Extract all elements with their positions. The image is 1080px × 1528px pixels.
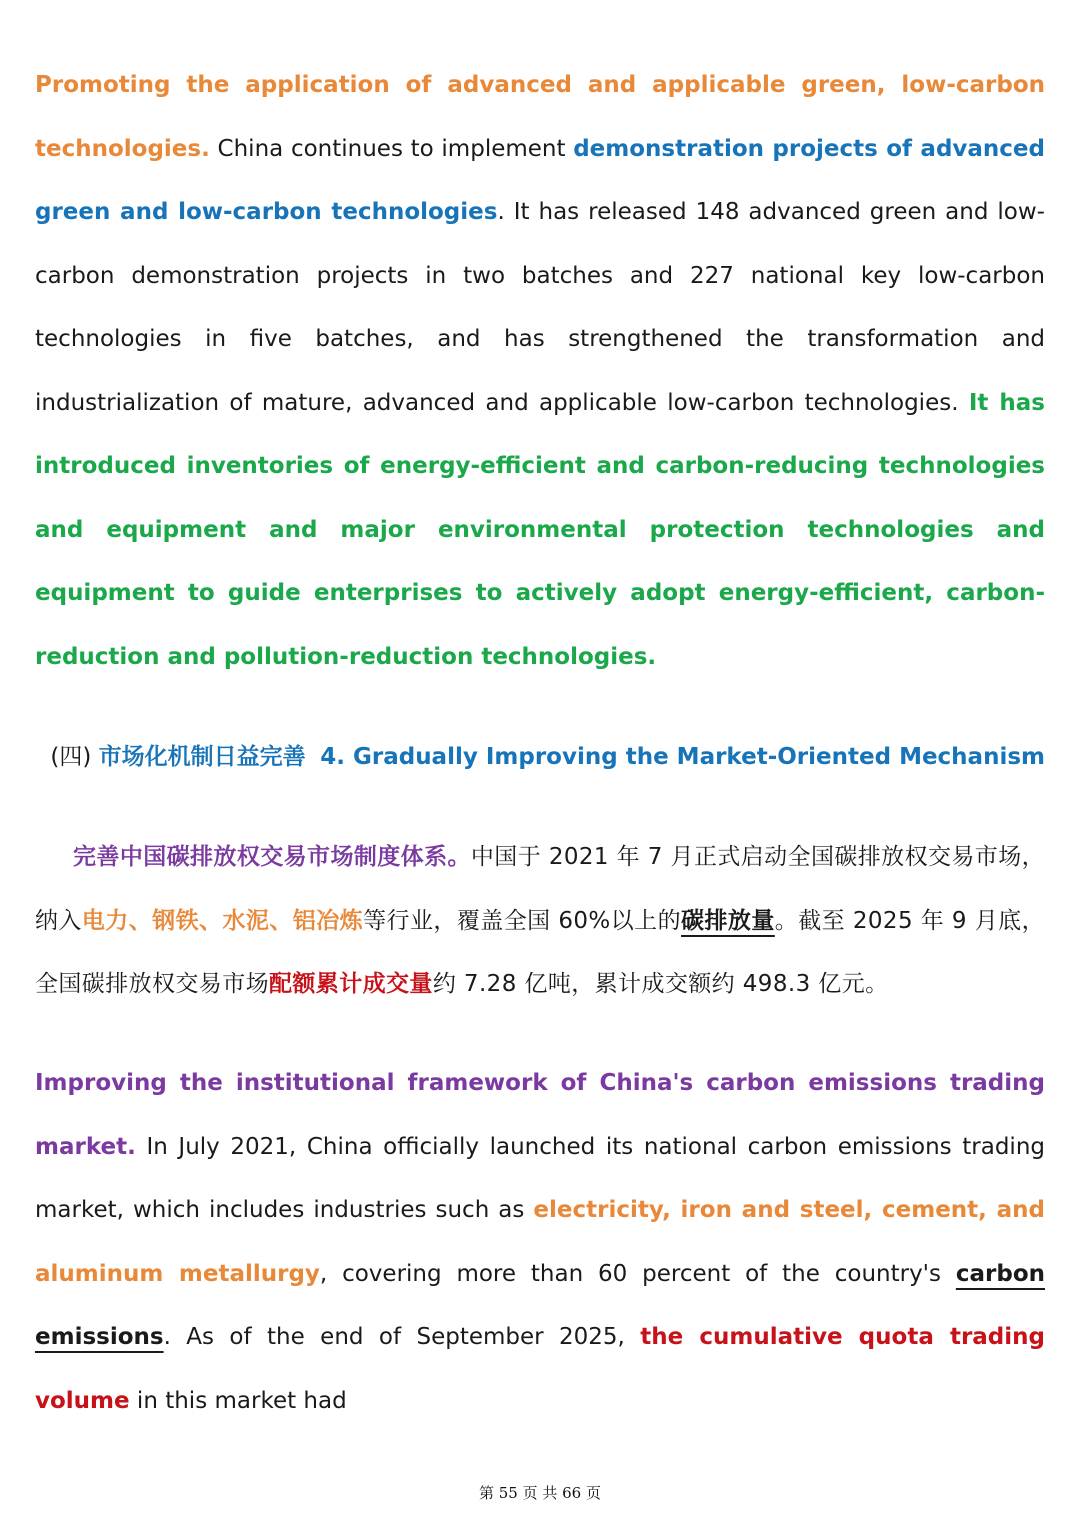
body-text: , covering more than 60 percent of the country's: [319, 1260, 956, 1287]
section-title-zh: 市场化机制日益完善: [98, 744, 306, 770]
body-text: In July 2021, China officially launched its national carbon emissions trading market, which includes industries such as: [35, 1133, 1045, 1223]
paragraph-carbon-market-zh: [35, 826, 1045, 1017]
section-title-en: 4. Gradually Improving the Market-Oriented Mechanism: [320, 744, 1045, 770]
highlight-orange: electricity, iron and steel, cement, and aluminum metallurgy: [35, 1197, 1045, 1287]
body-text: 。截至 2025 年 9 月底，全国碳排放权交易市场: [35, 907, 1045, 997]
highlight-purple: Improving the institutional framework of China's carbon emissions trading market.: [35, 1070, 1045, 1160]
highlight-blue: demonstration projects of advanced green and low-carbon technologies: [35, 135, 1045, 225]
body-text: . As of the end of September 2025,: [163, 1324, 641, 1350]
body-text: 等行业，覆盖全国 60%以上的: [363, 907, 682, 934]
body-text: . It has released 148 advanced green and low-carbon demonstration projects in two batches and 227 national key low-carbon technologies in five batches, and has strengthened the transformation and industrialization of mature, advanced and applicable low-carbon technologies.: [35, 199, 1045, 416]
underlined-term: 碳排放量: [681, 907, 775, 934]
highlight-orange: Promoting the application of advanced and applicable green, low-carbon technologies.: [35, 72, 1045, 162]
body-text: China continues to implement: [209, 135, 574, 162]
paragraph-carbon-market-en: [35, 1052, 1045, 1433]
highlight-red: the cumulative quota trading volume: [35, 1324, 1045, 1414]
highlight-red: 配额累计成交量: [269, 971, 433, 997]
paragraph-green-technologies: [35, 54, 1045, 689]
body-text: in this market had: [129, 1387, 347, 1414]
page-footer: 第 55 页 共 66 页: [478, 1484, 601, 1502]
body-text: 中国于 2021 年 7 月正式启动全国碳排放权交易市场，纳入: [35, 844, 1045, 934]
section-heading: [50, 732, 1045, 782]
body-text: 约 7.28 亿吨，累计成交额约 498.3 亿元。: [432, 971, 889, 997]
highlight-orange: 电力、钢铁、水泥、铝冶炼: [81, 907, 364, 934]
section-number: (四): [50, 744, 92, 770]
underlined-term: carbon emissions: [35, 1260, 1045, 1350]
highlight-green: It has introduced inventories of energy-efficient and carbon-reducing technologies and equipment and major environmental protection technologies and equipment to guide enterprises to actively adopt energy-efficient, carbon-reduction and pollution-reduction technologies.: [35, 389, 1045, 670]
highlight-purple: 完善中国碳排放权交易市场制度体系。: [73, 844, 471, 870]
